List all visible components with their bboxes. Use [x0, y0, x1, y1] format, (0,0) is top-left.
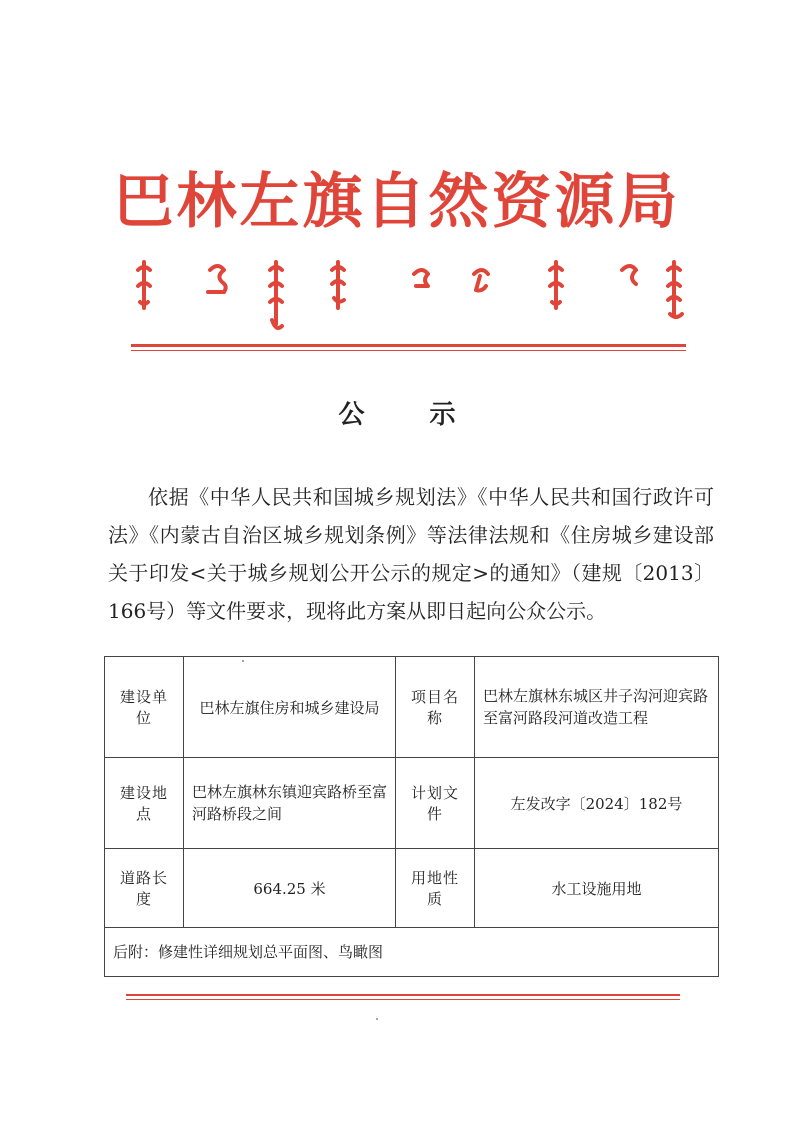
mongolian-script-icon [128, 258, 688, 338]
label-road-length: 道路长度 [105, 849, 184, 928]
scan-speck [242, 660, 244, 662]
table-row [105, 657, 719, 758]
footer-divider-thick [126, 994, 680, 996]
label-land-use: 用地性质 [396, 849, 475, 928]
table-row [105, 849, 719, 928]
footer-divider-thin [126, 999, 680, 1000]
notice-heading: 公 示 [338, 400, 484, 430]
header-divider-thick [131, 344, 686, 347]
value-land-use: 水工设施用地 [475, 849, 719, 928]
label-construction-site: 建设地点 [105, 758, 184, 849]
value-plan-document: 左发改字〔2024〕182号 [475, 758, 719, 849]
mongolian-script-logo [128, 258, 688, 338]
value-project-name: 巴林左旗林东城区井子沟河迎宾路至富河路段河道改造工程 [475, 657, 719, 758]
value-road-length: 664.25 米 [184, 849, 396, 928]
scan-speck [376, 1018, 378, 1020]
attachment-note: 后附：修建性详细规划总平面图、鸟瞰图 [105, 928, 719, 977]
label-project-name: 项目名称 [396, 657, 475, 758]
project-info-table [104, 656, 719, 977]
notice-body: 依据《中华人民共和国城乡规划法》《中华人民共和国行政许可法》《内蒙古自治区城乡规划条例》等法律法规和《住房城乡建设部关于印发<关于城乡规划公开公示的规定>的通知》（建规〔2013〕166号）等文件要求，现将此方案从即日起向公众公示。 [108, 485, 714, 623]
table-row [105, 758, 719, 849]
table-row [105, 928, 719, 977]
value-construction-site: 巴林左旗林东镇迎宾路桥至富河路桥段之间 [184, 758, 396, 849]
header-divider-thin [131, 350, 686, 351]
value-construction-unit: 巴林左旗住房和城乡建设局 [184, 657, 396, 758]
label-plan-document: 计划文件 [396, 758, 475, 849]
agency-title: 巴林左旗自然资源局 [113, 167, 681, 237]
label-construction-unit: 建设单位 [105, 657, 184, 758]
